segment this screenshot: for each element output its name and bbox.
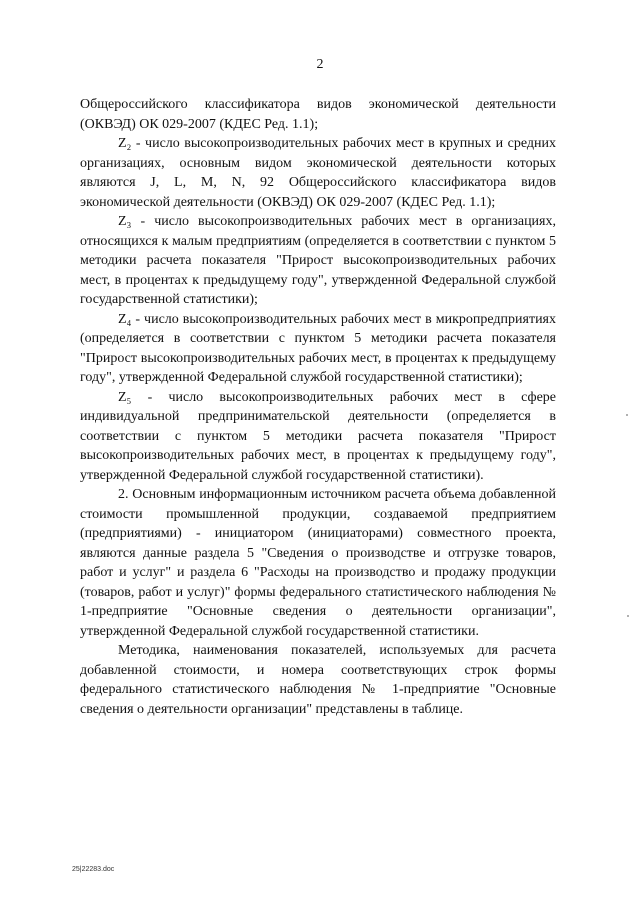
scan-speck (626, 414, 628, 416)
paragraph-z5: Z₅ - число высокопроизводительных рабочих мест в сфере индивидуальной предпринимательской деятельности (определяется в соответствии с пунктом 5 методики расчета показателя "Прирост высокопроизводительных рабочих мест, в процентах к предыдущему году", утвержденной Федеральной службой государственной статистики). (80, 389, 556, 483)
paragraph-methodology-table-ref: Методика, наименования показателей, используемых для расчета добавленной стоимости, и номера соответствующих строк формы федерального статистического наблюдения № 1-предприятие "Основные сведения о деятельности организации" представлены в таблице. (80, 643, 556, 717)
paragraph-z2: Z₂ - число высокопроизводительных рабочих мест в крупных и средних организациях, основным видом экономической деятельности которых являются J, L, M, N, 92 Общероссийского классификатора видов экономической деятельности (ОКВЭД) ОК 029-2007 (КДЕС Ред. 1.1); (80, 136, 556, 210)
footer-filename: 25|22283.doc (72, 866, 115, 873)
paragraph-z4: Z₄ - число высокопроизводительных рабочих мест в микропредприятиях (определяется в соответствии с пунктом 5 методики расчета показателя "Прирост высокопроизводительных рабочих мест, в процентах к предыдущему году", утвержденной Федеральной службой государственной статистики); (80, 311, 556, 385)
document-body (80, 95, 556, 719)
paragraph-item-2-sources: 2. Основным информационным источником расчета объема добавленной стоимости промышленной продукции, создаваемой предприятием (предприятиями) - инициатором (инициаторами) совместного проекта, являются данные раздела 5 "Сведения о производстве и отгрузке товаров, работ и услуг" и раздела 6 "Расходы на производство и продажу продукции (товаров, работ и услуг)" формы федерального статистического наблюдения № 1-предприятие "Основные сведения о деятельности организации", утвержденной Федеральной службой государственной статистики. (80, 487, 556, 639)
paragraph-z3: Z₃ - число высокопроизводительных рабочих мест в организациях, относящихся к малым предприятиям (определяется в соответствии с пунктом 5 методики расчета показателя "Прирост высокопроизводительных рабочих мест, в процентах к предыдущему году", утвержденной Федеральной службой государственной статистики); (80, 214, 556, 307)
paragraph-okved-continuation: Общероссийского классификатора видов экономической деятельности (ОКВЭД) ОК 029-2007 (КДЕС Ред. 1.1); (80, 97, 556, 132)
page-number: 2 (316, 57, 324, 72)
scan-speck (627, 615, 629, 617)
